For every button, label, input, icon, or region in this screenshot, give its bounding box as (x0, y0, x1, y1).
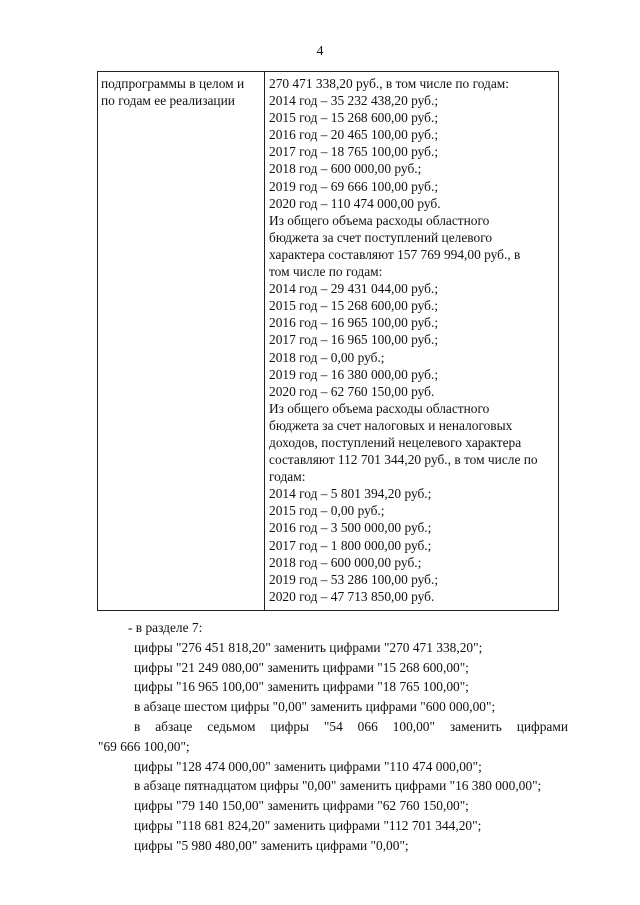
funding-line: годам: (269, 469, 306, 485)
funding-line: 2020 год – 62 760 150,00 руб. (269, 383, 435, 399)
page-number: 4 (316, 44, 324, 59)
amendment-line: цифры "79 140 150,00" заменить цифрами "62 760 150,00"; (134, 798, 469, 814)
funding-line: 2018 год – 600 000,00 руб.; (269, 554, 422, 570)
funding-line: 2015 год – 0,00 руб.; (269, 503, 385, 519)
funding-line: 2019 год – 53 286 100,00 руб.; (269, 571, 439, 587)
amendment-line: цифры "276 451 818,20" заменить цифрами "270 471 338,20"; (134, 639, 483, 655)
funding-line: 2020 год – 47 713 850,00 руб. (269, 588, 435, 604)
funding-line: Из общего объема расходы областного (269, 212, 490, 228)
amendment-line: в абзаце пятнадцатом цифры "0,00" заменить цифрами "16 380 000,00"; (134, 778, 542, 794)
funding-line: 2017 год – 1 800 000,00 руб.; (269, 537, 432, 553)
amendment-line-wrapped: в абзаце седьмом цифры "54 066 100,00" заменить цифрами (134, 718, 568, 734)
funding-line: 2017 год – 16 965 100,00 руб.; (269, 332, 439, 348)
funding-line: 2018 год – 0,00 руб.; (269, 349, 385, 365)
funding-line: 2016 год – 16 965 100,00 руб.; (269, 315, 439, 331)
amendment-line: цифры "128 474 000,00" заменить цифрами "110 474 000,00"; (134, 758, 482, 774)
funding-line: 2014 год – 35 232 438,20 руб.; (269, 93, 439, 109)
funding-line: 2020 год – 110 474 000,00 руб. (269, 195, 441, 211)
funding-line: том числе по годам: (269, 264, 383, 280)
funding-line: составляют 112 701 344,20 руб., в том числе по (269, 452, 538, 468)
amendments-section (98, 618, 568, 856)
amendment-line: цифры "21 249 080,00" заменить цифрами "15 268 600,00"; (134, 659, 469, 675)
funding-line: бюджета за счет налоговых и неналоговых (269, 417, 513, 433)
label-line: подпрограммы в целом и (101, 76, 245, 91)
funding-line: 2016 год – 20 465 100,00 руб.; (269, 127, 439, 143)
amendment-line: цифры "118 681 824,20" заменить цифрами "112 701 344,20"; (134, 817, 482, 833)
table-row (98, 72, 559, 611)
table-cell-funding (265, 72, 559, 611)
funding-line: 270 471 338,20 руб., в том числе по годам: (269, 76, 509, 91)
label-line: по годам ее реализации (101, 93, 235, 109)
funding-line: бюджета за счет поступлений целевого (269, 229, 493, 245)
funding-line: характера составляют 157 769 994,00 руб., в (269, 246, 521, 262)
funding-line: 2016 год – 3 500 000,00 руб.; (269, 520, 432, 536)
funding-line: 2019 год – 16 380 000,00 руб.; (269, 366, 439, 382)
amendment-line-continuation: "69 666 100,00"; (98, 738, 190, 754)
funding-line: Из общего объема расходы областного (269, 400, 490, 416)
funding-line: 2014 год – 29 431 044,00 руб.; (269, 281, 439, 297)
funding-line: 2015 год – 15 268 600,00 руб.; (269, 298, 439, 314)
funding-line: 2017 год – 18 765 100,00 руб.; (269, 144, 439, 160)
table-cell-label (98, 72, 265, 611)
amendment-line: цифры "5 980 480,00" заменить цифрами "0,00"; (134, 837, 409, 853)
amendment-line: в абзаце шестом цифры "0,00" заменить цифрами "600 000,00"; (134, 699, 496, 715)
subprogram-funding-table (97, 71, 559, 611)
funding-line: 2015 год – 15 268 600,00 руб.; (269, 110, 439, 126)
amendments-heading: - в разделе 7: (128, 620, 203, 635)
funding-line: доходов, поступлений нецелевого характера (269, 434, 522, 450)
funding-line: 2018 год – 600 000,00 руб.; (269, 161, 422, 177)
amendment-line: цифры "16 965 100,00" заменить цифрами "18 765 100,00"; (134, 679, 469, 695)
funding-line: 2019 год – 69 666 100,00 руб.; (269, 178, 439, 194)
funding-line: 2014 год – 5 801 394,20 руб.; (269, 486, 432, 502)
